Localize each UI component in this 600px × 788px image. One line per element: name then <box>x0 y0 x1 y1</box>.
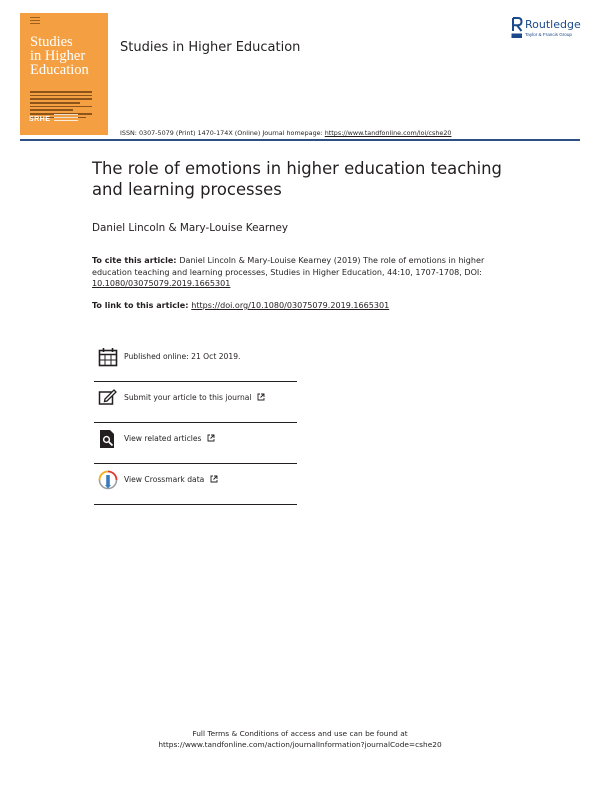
citation-doi-link[interactable]: 10.1080/03075079.2019.1665301 <box>92 279 231 289</box>
published-online-text: Published online: 21 Oct 2019. <box>124 352 241 361</box>
issn-line <box>120 129 451 137</box>
terms-link[interactable]: https://www.tandfonline.com/action/journalInformation?journalCode=cshe20 <box>158 740 442 749</box>
external-link-icon <box>257 393 265 401</box>
crossmark-label: View Crossmark data <box>124 475 205 484</box>
cover-issue-info <box>30 17 40 26</box>
related-articles-row[interactable] <box>94 423 297 464</box>
publisher-tagline: Taylor & Francis Group <box>525 32 572 37</box>
cover-title <box>30 35 89 77</box>
crossmark-icon <box>98 470 118 490</box>
routledge-logo <box>511 17 593 43</box>
header-divider <box>20 139 580 141</box>
article-doi-link[interactable]: https://doi.org/10.1080/03075079.2019.1665301 <box>191 301 390 310</box>
journal-title[interactable]: Studies in Higher Education <box>120 40 301 55</box>
cover-title-line: Studies <box>30 34 73 50</box>
article-link-block <box>92 301 389 310</box>
external-link-icon <box>207 434 215 442</box>
submit-article-label: Submit your article to this journal <box>124 393 252 402</box>
journal-cover-image <box>20 13 108 135</box>
edit-icon <box>98 388 118 408</box>
cover-title-line: Education <box>30 62 89 78</box>
crossmark-row[interactable] <box>94 464 297 505</box>
article-link-label: To link to this article: <box>92 301 192 310</box>
related-articles-link[interactable] <box>124 434 215 443</box>
cover-title-line: in Higher <box>30 48 86 64</box>
journal-homepage-link[interactable]: https://www.tandfonline.com/loi/cshe20 <box>324 129 452 137</box>
article-title: The role of emotions in higher education teaching and learning processes <box>92 159 502 199</box>
published-online-row <box>94 341 297 382</box>
issn-text: ISSN: 0307-5079 (Print) 1470-174X (Online) Journal homepage: <box>120 129 325 137</box>
submit-article-link[interactable] <box>124 393 265 402</box>
publisher-name: Routledge <box>525 18 581 31</box>
terms-text: Full Terms & Conditions of access and use can be found at <box>192 729 408 738</box>
citation-label: To cite this article: <box>92 256 180 265</box>
calendar-icon <box>98 347 118 367</box>
related-articles-label: View related articles <box>124 434 202 443</box>
crossmark-link[interactable] <box>124 475 218 484</box>
terms-footer <box>0 728 600 750</box>
cover-badge: SRHE <box>29 116 51 123</box>
article-authors: Daniel Lincoln & Mary-Louise Kearney <box>92 222 289 234</box>
related-search-icon <box>98 429 118 449</box>
citation-text: Daniel Lincoln & Mary-Louise Kearney (2019) The role of emotions in higher education teaching and learning processes, Studies in Higher Education, 44:10, 1707-1708, DOI: <box>92 256 485 277</box>
article-actions <box>94 341 297 505</box>
citation-block <box>92 255 512 290</box>
routledge-r-icon <box>511 17 523 39</box>
submit-article-row[interactable] <box>94 382 297 423</box>
cover-badge-text <box>54 114 78 123</box>
external-link-icon <box>210 475 218 483</box>
